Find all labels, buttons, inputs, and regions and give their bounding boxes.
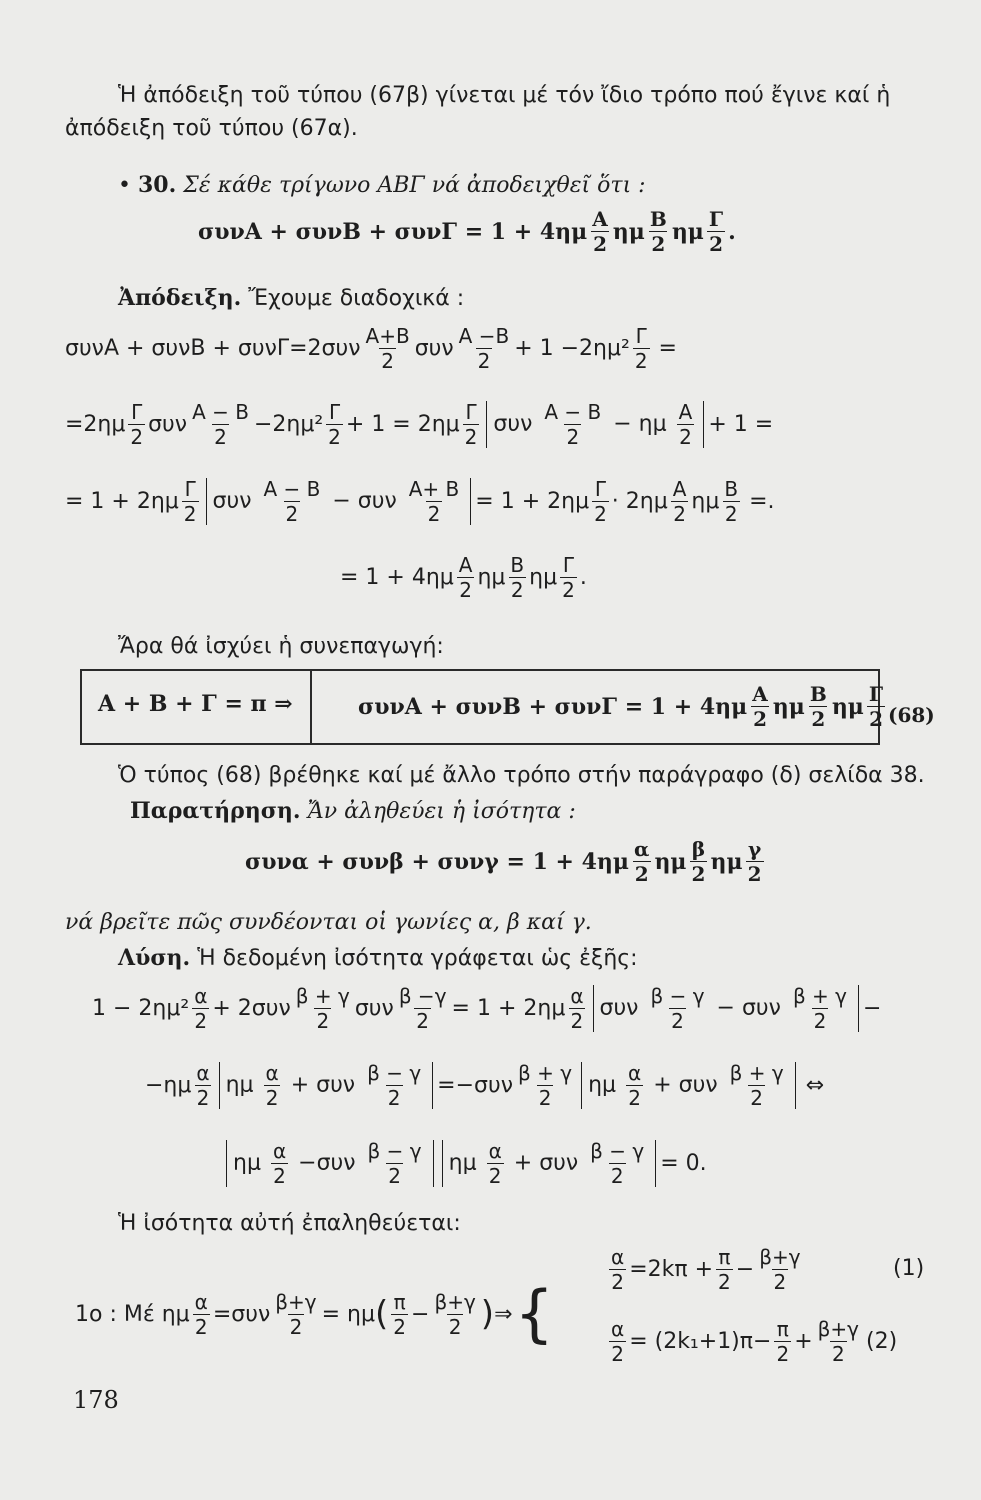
boxed-formula-68 (80, 669, 884, 745)
box-right (358, 683, 888, 730)
formula-end: . (728, 218, 736, 245)
eq-text: = 1 + 2ημ (475, 489, 590, 514)
find-line: νά βρεῖτε πῶς συνδέονται οἱ γωνίες α, β καί γ. (65, 910, 592, 935)
frac-den: 2 (510, 578, 524, 602)
frac-den: 2 (570, 1009, 584, 1033)
frac-den: 2 (679, 425, 692, 449)
eq-text: −συν (298, 1150, 356, 1176)
frac-den: 2 (130, 425, 144, 449)
case-1-result-2 (606, 1318, 897, 1365)
exercise-30 (118, 170, 646, 201)
eq-text: + (794, 1329, 813, 1354)
square-bracket (442, 1140, 657, 1187)
frac-den: 2 (448, 1314, 462, 1339)
eq-text: συν (212, 488, 252, 514)
eq-text: = 1 + 2ημ (65, 489, 179, 514)
remark-heading (130, 796, 576, 827)
square-bracket (219, 1062, 434, 1109)
frac-num: Α − Β (263, 477, 321, 501)
eq-text: συνα + συνβ + συνγ = 1 + 4ημ (245, 848, 630, 875)
eq-text: =2kπ + (629, 1257, 714, 1282)
frac-num: β −γ (398, 984, 447, 1008)
frac-num: Β (649, 207, 667, 231)
frac-num: Α (458, 553, 473, 577)
frac-den: 2 (776, 1342, 790, 1366)
frac-den: 2 (566, 425, 580, 449)
eq-text: ημ (588, 1072, 617, 1098)
frac-den: 2 (464, 425, 478, 449)
eq-text: συνΑ + συνΒ + συνΓ = 1 + 4ημ (358, 693, 748, 720)
frac-den: 2 (634, 862, 649, 886)
eq-text: συνΑ + συνΒ + συνΓ=2συν (65, 336, 361, 361)
frac-den: 2 (388, 1164, 401, 1188)
left-paren: ( (375, 1294, 389, 1334)
eq-text: συν (354, 996, 394, 1021)
eq-text: + 1 = (708, 412, 774, 437)
frac-num: Γ (594, 477, 606, 501)
frac-num: Β (510, 553, 525, 577)
tag-1: (1) (893, 1256, 925, 1281)
frac-den: 2 (562, 578, 575, 602)
square-bracket (581, 1062, 796, 1109)
hm: ημ (612, 218, 645, 245)
eq-text: ⇔ (805, 1073, 825, 1098)
right-paren: ) (480, 1294, 495, 1334)
proof-label: Ἀπόδειξη. (118, 285, 242, 311)
frac-num: Α (752, 682, 768, 706)
eq-text: + 1 −2ημ² (514, 336, 630, 361)
eq-text: συν (414, 336, 454, 361)
frac-den: 2 (611, 1342, 624, 1366)
eq-text: + 2συν (212, 996, 291, 1021)
remark-text: Ἄν ἀληθεύει ἡ ἰσότητα : (307, 799, 576, 824)
frac-den: 2 (673, 502, 686, 526)
frac-num: α (265, 1061, 279, 1085)
frac-num: β+γ (275, 1289, 317, 1314)
eq-text: · 2ημ (611, 489, 668, 514)
frac-den: 2 (316, 1009, 330, 1033)
frac-num: π (718, 1245, 731, 1269)
intro-line-1: Ἡ ἀπόδειξη τοῦ τύπου (67β) γίνεται μέ τόν ἴδιο τρόπο πού ἔγινε καί ἡ (118, 83, 891, 108)
eq-text: =−συν (437, 1073, 514, 1098)
frac-num: Β (724, 477, 739, 501)
frac-den: 2 (634, 349, 648, 373)
solution-heading (118, 943, 638, 974)
frac-den: 2 (393, 1314, 406, 1339)
frac-num: α (634, 837, 650, 861)
square-bracket (486, 401, 704, 448)
frac-num: Γ (131, 400, 143, 424)
eq-text: ημ (233, 1150, 261, 1176)
frac-den: 2 (488, 1164, 502, 1188)
frac-num: α (272, 1139, 287, 1163)
frac-den: 2 (773, 1270, 787, 1294)
eq-text: = (658, 336, 677, 361)
remark-formula (245, 838, 767, 885)
frac-den: 2 (289, 1314, 303, 1339)
eq-text: = ημ (321, 1301, 375, 1327)
frac-den: 2 (328, 425, 341, 449)
page-number: 178 (73, 1386, 119, 1414)
solution-text: Ἡ δεδομένη ἰσότητα γράφεται ὡς ἐξῆς: (197, 946, 638, 971)
frac-num: α (611, 1245, 625, 1269)
frac-num: α (570, 984, 584, 1008)
eq-text: + συν (290, 1072, 356, 1098)
eq-text: 1 − 2ημ² (92, 996, 190, 1021)
frac-den: 2 (747, 862, 762, 886)
eq-text: = 1 + 4ημ (340, 565, 454, 590)
frac-den: 2 (183, 502, 197, 526)
proof-heading (118, 283, 464, 314)
equation-3 (65, 478, 781, 525)
frac-num: Β (809, 682, 827, 706)
frac-den: 2 (628, 1086, 641, 1110)
frac-num: β + γ (518, 1061, 573, 1085)
eq-text: ημ (477, 565, 506, 590)
eq-text: = 0. (660, 1151, 707, 1176)
frac-den: 2 (831, 1342, 845, 1366)
frac-num: Γ (868, 682, 884, 706)
frac-num: β − γ (650, 984, 705, 1008)
exercise-text: Σέ κάθε τρίγωνο ΑΒΓ νά ἀποδειχθεῖ ὅτι : (183, 173, 646, 198)
eq-text: −2ημ² (253, 412, 324, 437)
frac-den: 2 (538, 1086, 552, 1110)
frac-num: Α (592, 207, 608, 231)
frac-num: γ (747, 837, 762, 861)
frac-den: 2 (594, 502, 607, 526)
frac-den: 2 (285, 502, 299, 526)
frac-den: 2 (387, 1086, 401, 1110)
frac-den: 2 (724, 502, 738, 526)
formula-lhs: συνΑ + συνΒ + συνΓ = 1 + 4ημ (198, 218, 588, 245)
eq-text: 1ο : Μέ ημ (75, 1301, 190, 1327)
frac-num: α (194, 984, 208, 1008)
eq-text: − συν (716, 995, 781, 1021)
hm: ημ (671, 218, 704, 245)
frac-den: 2 (610, 1164, 624, 1188)
frac-num: Α − Β (192, 400, 249, 424)
frac-num: β (691, 837, 706, 861)
frac-num: Α − Β (544, 400, 602, 424)
case-1 (75, 1277, 554, 1350)
frac-den: 2 (750, 1086, 764, 1110)
frac-den: 2 (813, 1009, 827, 1033)
eq-text: συν (599, 995, 639, 1021)
hm: ημ (710, 848, 743, 875)
frac-num: β − γ (367, 1139, 422, 1163)
remark-label: Παρατήρηση. (130, 798, 301, 824)
frac-num: Γ (328, 400, 341, 424)
frac-num: Α (678, 400, 693, 424)
eq-text: ημ (225, 1072, 254, 1098)
frac-num: α (628, 1061, 642, 1085)
frac-den: 2 (427, 502, 441, 526)
eq-text: − συν (332, 488, 397, 514)
frac-num: β − γ (590, 1139, 645, 1163)
solution-label: Λύση. (118, 945, 191, 971)
frac-den: 2 (477, 349, 491, 373)
frac-num: α (611, 1317, 625, 1341)
frac-num: α (196, 1061, 210, 1085)
frac-num: Α −Β (458, 324, 510, 348)
frac-den: 2 (869, 707, 883, 731)
frac-num: β + γ (792, 984, 848, 1008)
proof-text: Ἔχουμε διαδοχικά : (248, 286, 465, 311)
frac-den: 2 (593, 232, 607, 256)
frac-num: Γ (562, 553, 575, 577)
hm: ημ (772, 693, 805, 720)
eq-text: = (2k₁+1)π− (629, 1329, 772, 1354)
square-bracket (593, 985, 860, 1032)
frac-den: 2 (709, 232, 723, 256)
box-left: Α + Β + Γ = π ⇒ (98, 691, 293, 717)
note-68: Ὁ τύπος (68) βρέθηκε καί μέ ἄλλο τρόπο στήν παράγραφο (δ) σελίδα 38. (118, 763, 925, 788)
eq-text: =. (749, 489, 775, 514)
curly-brace: { (514, 1277, 554, 1350)
eq-text: + 1 = 2ημ (345, 412, 460, 437)
bullet: • (118, 173, 131, 198)
implies-arrow: ⇒ (494, 1301, 513, 1327)
eq-text: συν (148, 412, 188, 437)
hm: ημ (654, 848, 687, 875)
formula-tag-68: (68) (888, 703, 935, 727)
eq-text: . (579, 565, 587, 590)
intro-line-2: ἀπόδειξη τοῦ τύπου (67α). (65, 116, 358, 141)
frac-den: 2 (416, 1009, 430, 1033)
frac-num: β − γ (367, 1061, 422, 1085)
eq-text: ημ (448, 1150, 477, 1176)
frac-den: 2 (651, 232, 666, 256)
frac-den: 2 (718, 1270, 731, 1294)
hm: ημ (831, 693, 864, 720)
frac-num: β+γ (434, 1289, 476, 1314)
frac-num: Γ (635, 324, 647, 348)
frac-num: π (776, 1317, 789, 1341)
frac-num: α (194, 1289, 208, 1314)
eq-text: = 1 + 2ημ (451, 996, 566, 1021)
therefore-line: Ἄρα θά ἰσχύει ἡ συνεπαγωγή: (118, 634, 444, 659)
equation-1 (65, 325, 683, 372)
eq-text: − (735, 1257, 755, 1282)
frac-num: β + γ (729, 1061, 784, 1085)
frac-num: Α (672, 477, 687, 501)
frac-den: 2 (194, 1314, 208, 1339)
frac-num: Γ (184, 477, 196, 501)
tag-2: (2) (865, 1329, 898, 1354)
eq-text: − ημ (613, 411, 667, 437)
case-1-result-1 (606, 1246, 806, 1293)
frac-num: π (393, 1289, 406, 1314)
frac-den: 2 (196, 1086, 210, 1110)
frac-den: 2 (691, 862, 706, 886)
box-divider (310, 671, 312, 743)
frac-den: 2 (214, 425, 227, 449)
frac-den: 2 (671, 1009, 684, 1033)
eq-text: − (411, 1301, 430, 1327)
equation-4 (340, 554, 587, 601)
frac-den: 2 (753, 707, 767, 731)
frac-den: 2 (459, 578, 472, 602)
frac-num: β + γ (295, 984, 350, 1008)
exercise-number: 30. (137, 172, 177, 198)
frac-num: Γ (465, 400, 477, 424)
frac-num: β+γ (759, 1245, 801, 1269)
exercise-30-formula (198, 208, 736, 255)
eq-text: − (863, 996, 882, 1021)
solution-eq-3 (222, 1140, 707, 1187)
frac-den: 2 (194, 1009, 208, 1033)
frac-num: β+γ (817, 1317, 859, 1341)
eq-text: −ημ (145, 1073, 192, 1098)
eq-text: συν (493, 411, 533, 437)
eq-text: + συν (513, 1150, 579, 1176)
equation-2 (65, 401, 773, 448)
eq-text: =συν (212, 1301, 271, 1327)
frac-den: 2 (273, 1164, 286, 1188)
frac-den: 2 (611, 1270, 624, 1294)
solution-eq-2 (145, 1062, 830, 1109)
verify-line: Ἡ ἰσότητα αὐτή ἐπαληθεύεται: (118, 1211, 461, 1236)
square-bracket (226, 1140, 434, 1187)
eq-text: =2ημ (65, 412, 126, 437)
eq-text: + συν (653, 1072, 718, 1098)
frac-den: 2 (811, 707, 826, 731)
frac-num: Γ (708, 207, 724, 231)
frac-num: Α+ Β (408, 477, 460, 501)
eq-text: ημ (529, 565, 558, 590)
frac-den: 2 (381, 349, 394, 373)
frac-den: 2 (265, 1086, 279, 1110)
eq-text: ημ (691, 489, 720, 514)
solution-eq-1 (92, 985, 881, 1032)
frac-num: Α+Β (365, 324, 410, 348)
square-bracket (206, 478, 472, 525)
frac-num: α (488, 1139, 502, 1163)
